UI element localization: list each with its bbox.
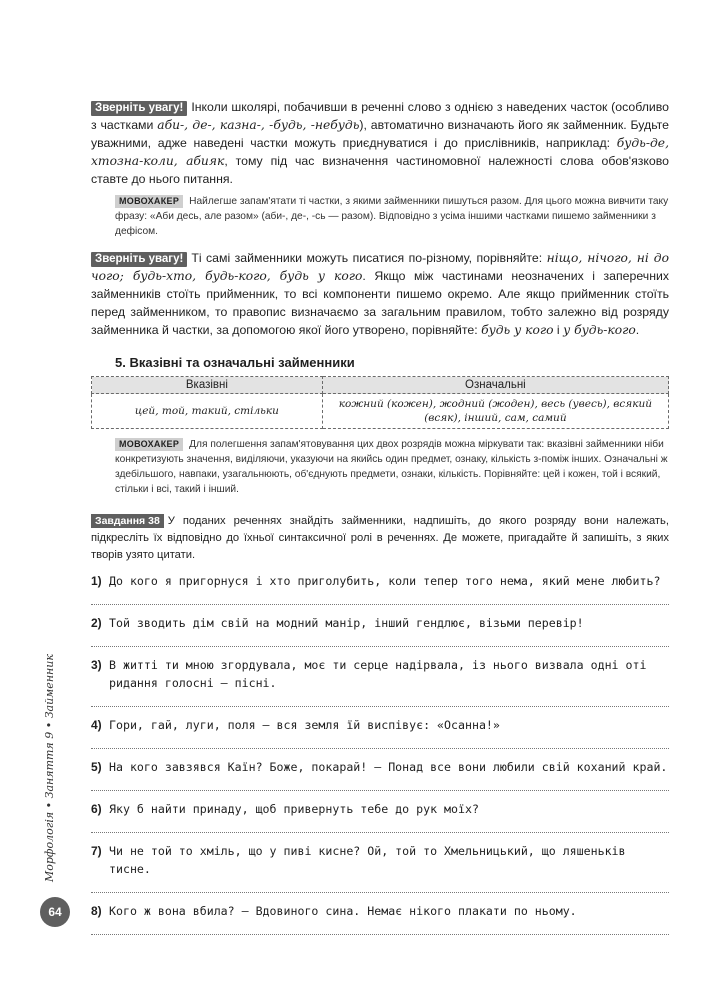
- list-item: 4) Гори, гай, луги, поля — вся земля їй виспівує: «Осанна!»: [91, 718, 500, 732]
- answer-line[interactable]: [91, 692, 669, 707]
- column-header-demonstrative: Вказівні: [92, 377, 323, 394]
- answer-line[interactable]: [91, 632, 669, 647]
- section-heading: 5. Вказівні та означальні займенники: [115, 355, 355, 370]
- movohacker-tag: МОВОХАКЕР: [115, 195, 183, 208]
- cell-definitive: кожний (кожен), жодний (жоден), весь (увесь), всякий (всяк), інший, сам, самий: [322, 394, 668, 429]
- list-item: 8) Кого ж вона вбила? — Вдовиного сина. Немає нікого плакати по ньому.: [91, 904, 577, 918]
- answer-line[interactable]: [91, 818, 669, 833]
- main-content: [91, 98, 669, 944]
- running-sidebar: Морфологія • Заняття 9 • Займенник: [43, 654, 56, 882]
- task-instructions: Завдання 38 У поданих реченнях знайдіть займенники, надпишіть, до якого розряду вони належать, підкресліть їх відповідно до їхньої синтаксичної ролі в реченнях. Де можете, пригадайте й запишіть, з яких творів узято цитати.: [91, 515, 669, 561]
- answer-line[interactable]: [91, 776, 669, 791]
- answer-line[interactable]: [91, 590, 669, 605]
- list-item: 2) Той зводить дім свій на модний манір, інший гендлює, візьми перевір!: [91, 616, 584, 630]
- movohacker-note-2: МОВОХАКЕР Для полегшення запам'ятовування цих двох розрядів можна міркувати так: вказівні займенники ніби конкретизують значення, виділяючи, указуючи на якийсь один предмет, ознаку, кількість з-поміж інших. Означальні ж здебільшого, навпаки, узагальнюють, об'єднують предмети, ознаки, кількість. Порівняйте: цей і кожен, той і всякий, стільки і всі, такий і інший.: [115, 439, 668, 495]
- movohacker-note-1: МОВОХАКЕР Найлегше запам'ятати ті частки, з якими займенники пишуться разом. Для цього можна вивчити таку фразу: «Аби десь, але разом» (аби-, де-, -сь — разом). Відповідно з усіма іншими частками пишемо займенники з дефісом.: [115, 196, 669, 237]
- column-header-definitive: Означальні: [322, 377, 668, 394]
- list-item: 5) На кого завзявся Каїн? Боже, покарай! — Понад все вони любили свій коханий край.: [91, 760, 668, 774]
- page-number-badge: 64: [40, 897, 70, 927]
- attention-paragraph-1: Зверніть увагу! Інколи школярі, побачивши в реченні слово з однією з наведених часток (особливо з частками аби-, де-, казна-, -будь, -небудь), автоматично визначають його як займенник. Будьте уважними, адже наведені частки можуть приєднуватися і до прислівників, наприклад: будь-де, хтозна-коли, абияк, тому під час визначення частиномовної належності слова обов'язково ставте до нього питання.: [91, 100, 669, 186]
- cell-demonstrative: цей, той, такий, стільки: [92, 394, 323, 429]
- answer-line[interactable]: [91, 878, 669, 893]
- list-item: 7) Чи не той то хміль, що у пиві кисне? Ой, той то Хмельницький, що ляшеньків тисне.: [91, 844, 626, 876]
- top-strip: [0, 0, 720, 48]
- pronoun-table: [91, 376, 669, 429]
- answer-line[interactable]: [91, 734, 669, 749]
- list-item: 1) До кого я пригорнуся і хто приголубить, коли тепер того нема, який мене любить?: [91, 574, 661, 588]
- list-item: 3) В житті ти мною згордувала, моє ти серце надірвала, із нього визвала одні оті ридання голосні — пісні.: [91, 658, 647, 690]
- task-tag: Завдання 38: [91, 514, 164, 528]
- attention-tag: Зверніть увагу!: [91, 101, 187, 116]
- attention-paragraph-2: Зверніть увагу! Ті самі займенники можуть писатися по-різному, порівняйте: ніщо, нічого, ні до чого; будь-хто, будь-кого, будь у кого. Якщо між частинами неозначених і заперечних займенників стоїть прийменник, то всі компоненти пишемо окремо. Але якщо прийменник стоїть перед займенником, то правопис визначаємо за загальним правилом, тобто залежно від розряду займенника й частки, за допомогою якої його утворено, порівняйте: будь у кого і у будь-кого.: [91, 251, 670, 337]
- attention-tag: Зверніть увагу!: [91, 252, 187, 267]
- movohacker-tag: МОВОХАКЕР: [115, 438, 183, 451]
- answer-line[interactable]: [91, 920, 669, 935]
- task-items: [91, 572, 669, 935]
- list-item: 6) Яку б найти принаду, щоб привернуть тебе до рук моїх?: [91, 802, 479, 816]
